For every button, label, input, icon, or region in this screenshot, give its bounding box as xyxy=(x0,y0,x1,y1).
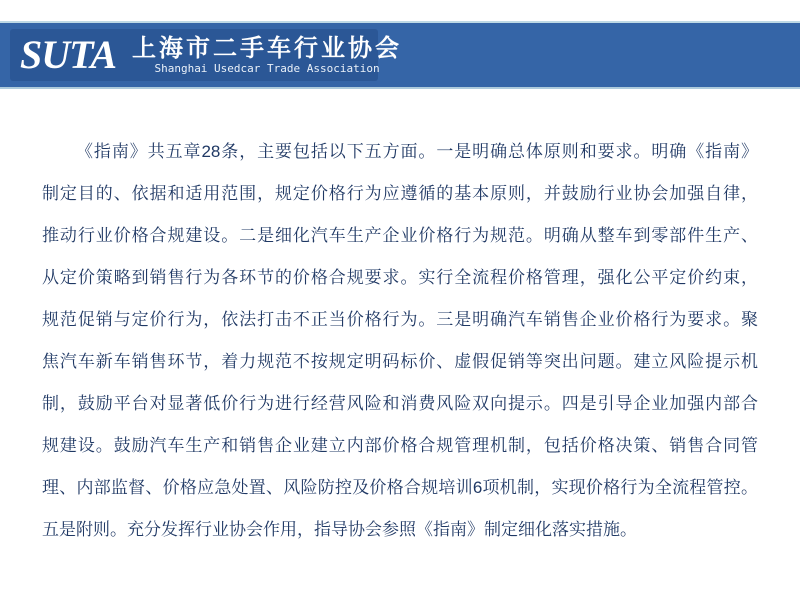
org-banner xyxy=(0,21,800,89)
paragraph-line-8: 规建设。鼓励汽车生产和销售企业建立内部价格合规管理机制，包括价格决策、销售合同管 xyxy=(42,436,758,455)
paragraph-line-5: 规范促销与定价行为，依法打击不正当价格行为。三是明确汽车销售企业价格行为要求。聚 xyxy=(42,310,758,329)
paragraph-line-2: 制定目的、依据和适用范围，规定价格行为应遵循的基本原则，并鼓励行业协会加强自律， xyxy=(42,184,758,203)
org-logo-panel xyxy=(10,29,403,81)
paragraph-line-6: 焦汽车新车销售环节，着力规范不按规定明码标价、虚假促销等突出问题。建立风险提示机 xyxy=(42,352,758,371)
paragraph-block xyxy=(42,131,758,551)
org-name-english: Shanghai Usedcar Trade Association xyxy=(154,61,380,75)
paragraph-line-7: 制，鼓励平台对显著低价行为进行经营风险和消费风险双向提示。四是引导企业加强内部合 xyxy=(42,394,758,413)
paragraph-line-1: 《指南》共五章28条，主要包括以下五方面。一是明确总体原则和要求。明确《指南》 xyxy=(76,142,758,161)
org-names xyxy=(132,36,402,75)
org-name-chinese: 上海市二手车行业协会 xyxy=(132,35,403,62)
paragraph-line-3: 推动行业价格合规建设。二是细化汽车生产企业价格行为规范。明确从整车到零部件生产、 xyxy=(42,226,758,245)
org-logo-acronym: SUTA xyxy=(20,32,117,77)
paragraph-line-9: 理、内部监督、价格应急处置、风险防控及价格合规培训6项机制，实现价格行为全流程管控。 xyxy=(42,478,758,497)
paragraph-line-4: 从定价策略到销售行为各环节的价格合规要求。实行全流程价格管理，强化公平定价约束， xyxy=(42,268,758,287)
paragraph-line-10: 五是附则。充分发挥行业协会作用，指导协会参照《指南》制定细化落实措施。 xyxy=(42,520,637,539)
